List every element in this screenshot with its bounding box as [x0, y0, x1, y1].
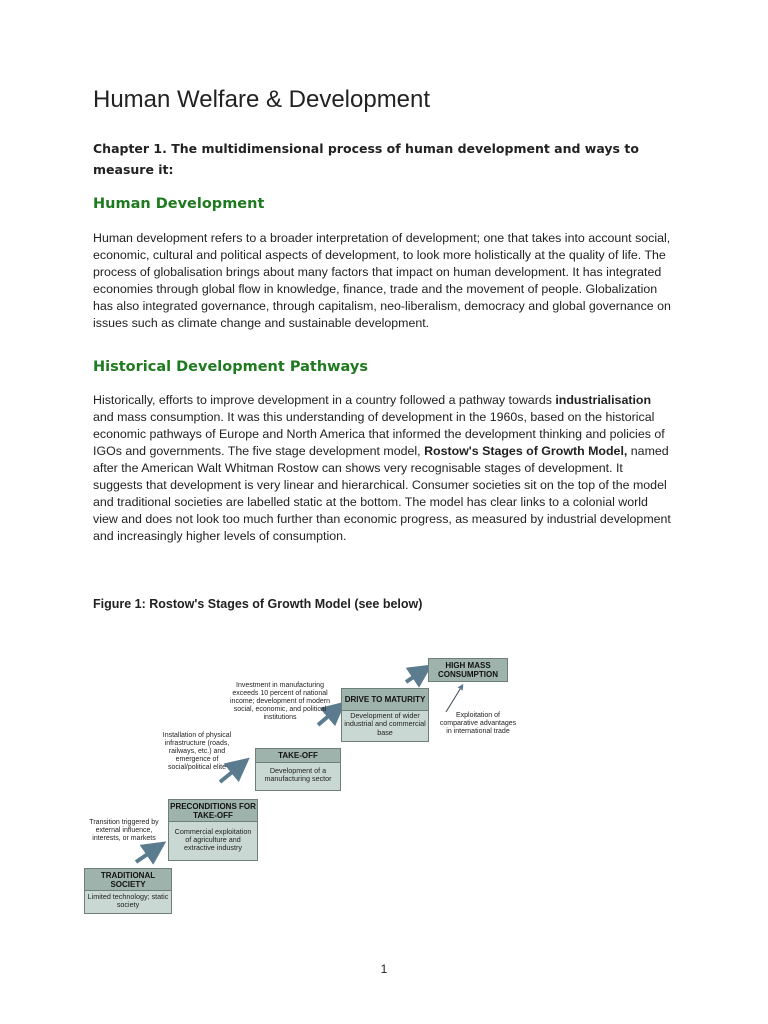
section-heading-historical-pathways: Historical Development Pathways: [93, 359, 368, 375]
document-title: Human Welfare & Development: [93, 86, 431, 113]
section-heading-human-development: Human Development: [93, 196, 265, 212]
stage-title: PRECONDITIONS FOR TAKE-OFF: [169, 800, 257, 822]
note-infrastructure: Installation of physical infrastructure (roads, railways, etc.) and emergence of social/political elite: [162, 732, 232, 771]
bold-term-rostow-model: Rostow's Stages of Growth Model,: [424, 444, 628, 458]
stage-title: HIGH MASS CONSUMPTION: [429, 659, 507, 681]
paragraph-text: named after the American Walt Whitman Rostow can shows very recognisable stages of development. It suggests that development is very linear and hierarchical. Consumer societies sit on the top of the model and traditional societies are labelled static at the bottom. The model has clear links to a colonial world view and does not look too much further than economic progress, as measured by industrial development and increasingly higher levels of consumption.: [93, 444, 671, 543]
paragraph-human-development: Human development refers to a broader interpretation of development; one that takes into account social, economic, cultural and political aspects of development, to look more holistically at the quality of life. The process of globalisation brings about many factors that impact on human development. It has integrated economies through global flow in knowledge, finance, trade and the movement of people. Globalization has also integrated governance, through capitalism, neo-liberalism, democracy and global governance on issues such as climate change and sustainable development.: [93, 231, 671, 330]
paragraph-historical-pathways: [93, 392, 673, 545]
stage-drive-to-maturity: [341, 688, 429, 742]
stage-description: Development of a manufacturing sector: [264, 765, 332, 783]
stage-description: Development of wider industrial and commercial base: [344, 711, 426, 737]
stage-description: Commercial exploitation of agriculture and extractive industry: [174, 826, 252, 853]
stage-traditional-society: [84, 868, 172, 914]
note-investment: Investment in manufacturing exceeds 10 percent of national income; development of modern social, economic, and political institutions: [230, 682, 330, 721]
page-number: 1: [380, 962, 388, 976]
stage-title: TRADITIONAL SOCIETY: [85, 869, 171, 891]
stage-high-mass-consumption: [428, 658, 508, 682]
stage-title: TAKE-OFF: [256, 749, 340, 763]
stage-title: DRIVE TO MATURITY: [342, 689, 428, 711]
note-trade: Exploitation of comparative advantages in international trade: [439, 712, 517, 735]
bold-term-industrialisation: industrialisation: [555, 393, 652, 407]
chapter-heading: Chapter 1. The multidimensional process of human development and ways to measure it:: [93, 141, 639, 177]
paragraph-text: Historically, efforts to improve development in a country followed a pathway towards: [93, 393, 556, 407]
note-transition: Transition triggered by external influence, interests, or markets: [89, 819, 159, 842]
paragraph-text: and mass consumption. It was this understanding of development in the 1960s, based on the historical economic pathways of Europe and North America that informed the development thinking and policies of IGOs and governments. The five stage development model,: [93, 410, 665, 458]
stage-description: Limited technology; static society: [87, 891, 169, 909]
figure-caption: Figure 1: Rostow's Stages of Growth Model (see below): [93, 597, 423, 611]
arrow-1: [136, 847, 158, 862]
stage-preconditions-for-take-off: [168, 799, 258, 861]
arrow-4: [406, 670, 424, 682]
rostow-stages-diagram: [78, 652, 538, 920]
stage-take-off: [255, 748, 341, 791]
arrow-5: [446, 686, 462, 712]
